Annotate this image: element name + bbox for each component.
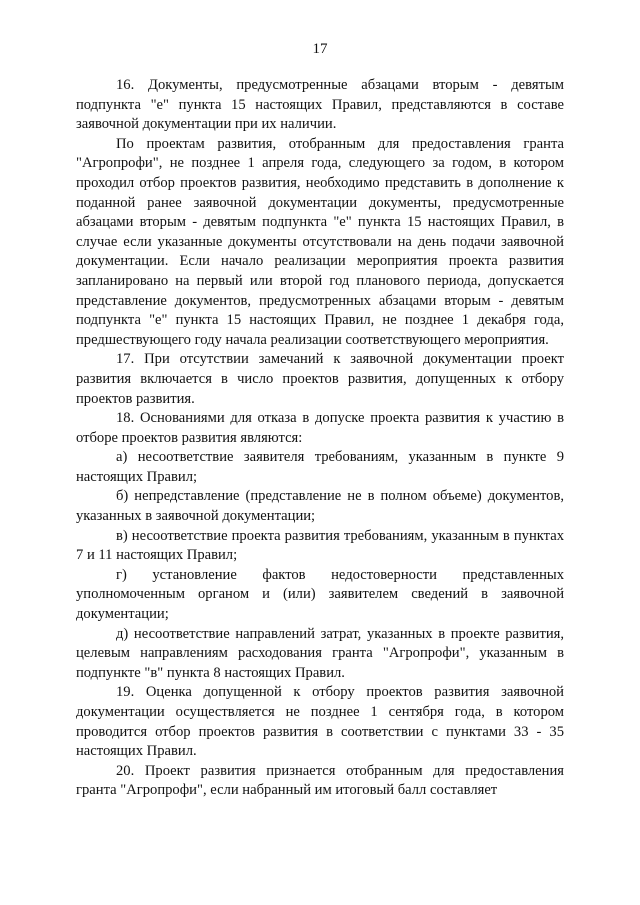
paragraph-18-item-v: в) несоответствие проекта развития требованиям, указанным в пунктах 7 и 11 настоящих Правил; <box>76 527 564 564</box>
paragraph-18-item-a: а) несоответствие заявителя требованиям, указанным в пункте 9 настоящих Правил; <box>76 449 564 485</box>
document-body <box>76 76 564 801</box>
paragraph-20: 20. Проект развития признается отобранным для предоставления гранта "Агропрофи", если набранный им итоговый балл составляет <box>76 762 564 799</box>
paragraph-18-item-b: б) непредставление (представление не в полном объеме) документов, указанных в заявочной документации; <box>76 488 564 525</box>
paragraph-16-continuation: По проектам развития, отобранным для предоставления гранта "Агропрофи", не позднее 1 апреля года, следующего за годом, в котором проходил отбор проектов развития, необходимо представить в дополнение к поданной ранее заявочной документации документы, предусмотренные абзацами вторым - девятым подпункта "е" пункта 15 настоящих Правил, в случае если указанные документы отсутствовали на день подачи заявочной документации. Если начало реализации мероприятия проекта развития запланировано на первый или второй год планового периода, допускается представление документов, предусмотренных абзацами вторым - девятым подпункта "е" пункта 15 настоящих Правил, не позднее 1 декабря года, предшествующего году начала реализации соответствующего мероприятия. <box>76 135 564 348</box>
page-number: 17 <box>312 41 328 57</box>
paragraph-18-item-d: д) несоответствие направлений затрат, указанных в проекте развития, целевым направлениям расходования гранта "Агропрофи", указанным в подпункте "в" пункта 8 настоящих Правил. <box>76 625 564 681</box>
paragraph-19: 19. Оценка допущенной к отбору проектов развития заявочной документации осуществляется не позднее 1 сентября года, в котором проводится отбор проектов развития в соответствии с пунктами 33 - 35 настоящих Правил. <box>76 684 564 760</box>
paragraph-18: 18. Основаниями для отказа в допуске проекта развития к участию в отборе проектов развития являются: <box>76 410 564 446</box>
paragraph-18-item-g: г) установление фактов недостоверности представленных уполномоченным органом и (или) заявителем сведений в заявочной документации; <box>76 566 564 623</box>
paragraph-16: 16. Документы, предусмотренные абзацами вторым - девятым подпункта "е" пункта 15 настоящих Правил, представляются в составе заявочной документации при их наличии. <box>76 77 564 133</box>
paragraph-17: 17. При отсутствии замечаний к заявочной документации проект развития включается в число проектов развития, допущенных к отбору проектов развития. <box>76 351 564 407</box>
